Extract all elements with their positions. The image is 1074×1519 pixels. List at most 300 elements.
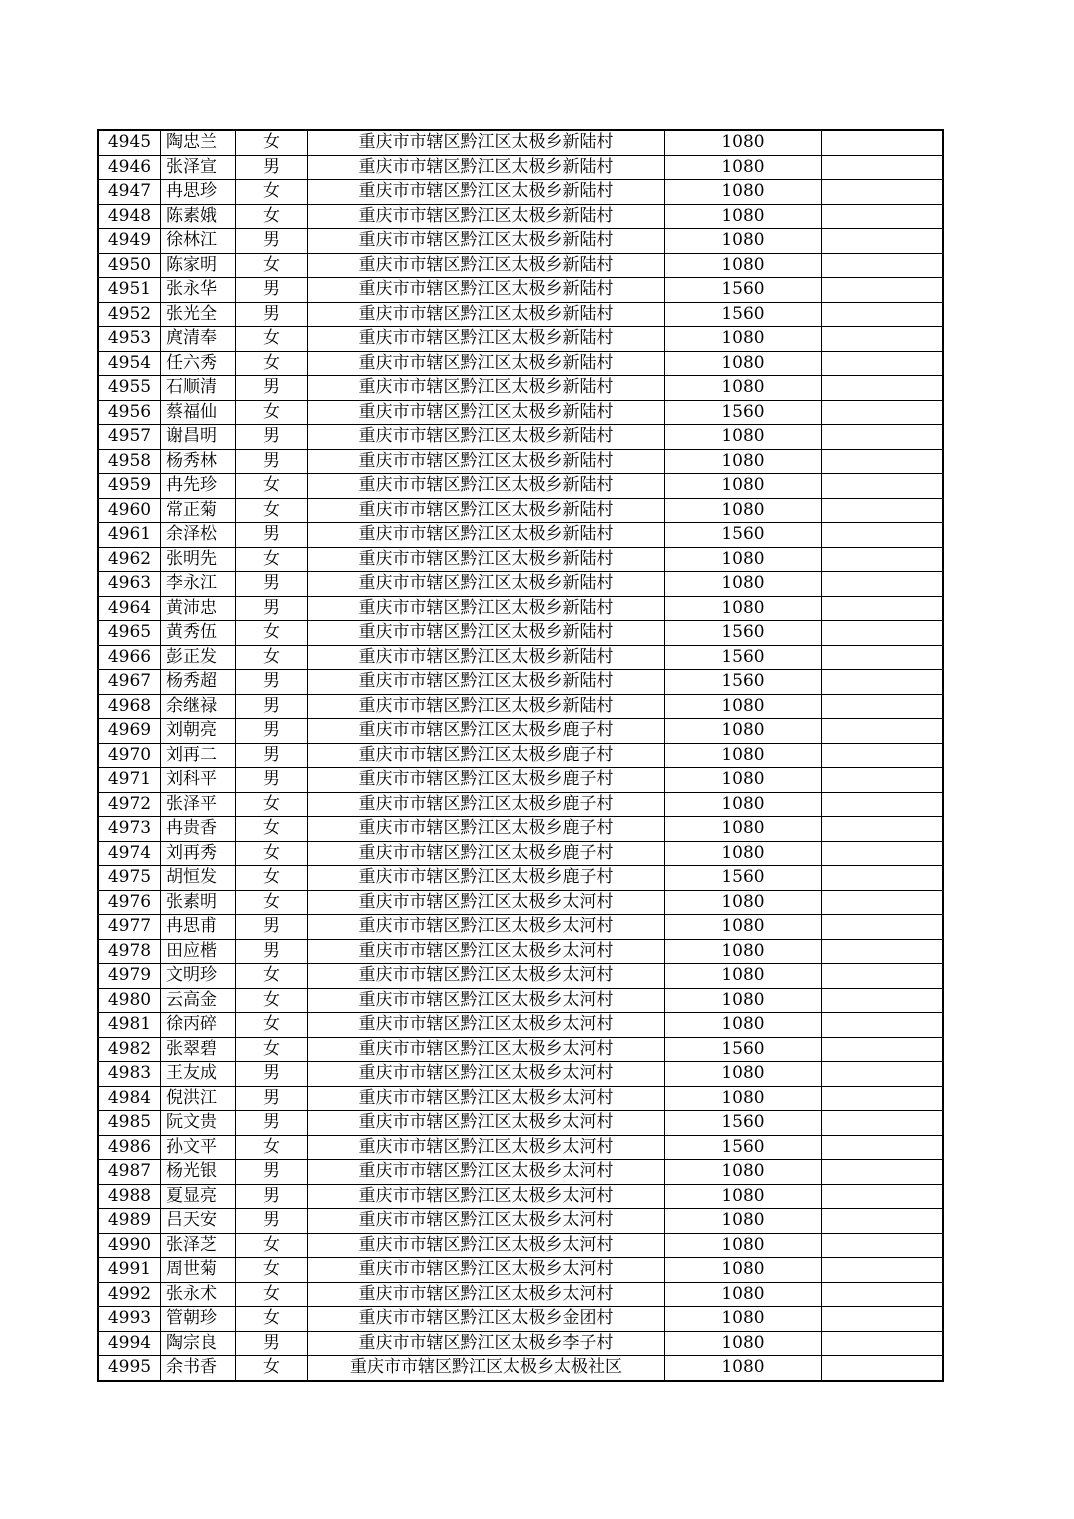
cell-note (822, 743, 944, 768)
table-row (98, 523, 943, 548)
cell-number: 4959 (98, 474, 161, 499)
table-row (98, 988, 943, 1013)
cell-number: 4983 (98, 1062, 161, 1087)
cell-address: 重庆市市辖区黔江区太极乡太河村 (308, 1037, 665, 1062)
cell-name: 阮文贵 (161, 1111, 236, 1136)
table-row (98, 866, 943, 891)
cell-gender: 女 (236, 1037, 308, 1062)
cell-name: 石顺清 (161, 376, 236, 401)
cell-gender: 男 (236, 278, 308, 303)
cell-amount: 1080 (665, 204, 822, 229)
cell-number: 4957 (98, 425, 161, 450)
cell-number: 4978 (98, 939, 161, 964)
cell-name: 刘朝亮 (161, 719, 236, 744)
cell-amount: 1080 (665, 596, 822, 621)
cell-gender: 女 (236, 498, 308, 523)
cell-gender: 男 (236, 572, 308, 597)
table-row (98, 155, 943, 180)
cell-gender: 男 (236, 939, 308, 964)
cell-note (822, 964, 944, 989)
cell-name: 夏显亮 (161, 1184, 236, 1209)
cell-number: 4991 (98, 1258, 161, 1283)
cell-note (822, 572, 944, 597)
table-row (98, 1062, 943, 1087)
cell-amount: 1080 (665, 694, 822, 719)
cell-number: 4974 (98, 841, 161, 866)
cell-note (822, 719, 944, 744)
cell-number: 4948 (98, 204, 161, 229)
cell-amount: 1080 (665, 841, 822, 866)
table-row (98, 425, 943, 450)
cell-note (822, 866, 944, 891)
cell-address: 重庆市市辖区黔江区太极乡太河村 (308, 1282, 665, 1307)
table-row (98, 645, 943, 670)
table-row (98, 939, 943, 964)
cell-number: 4988 (98, 1184, 161, 1209)
table-row (98, 841, 943, 866)
cell-amount: 1080 (665, 939, 822, 964)
cell-note (822, 890, 944, 915)
cell-amount: 1080 (665, 1013, 822, 1038)
cell-gender: 男 (236, 1331, 308, 1356)
table-row (98, 327, 943, 352)
cell-name: 云高金 (161, 988, 236, 1013)
cell-amount: 1080 (665, 817, 822, 842)
cell-gender: 男 (236, 302, 308, 327)
cell-address: 重庆市市辖区黔江区太极乡新陆村 (308, 449, 665, 474)
cell-number: 4976 (98, 890, 161, 915)
cell-name: 杨秀超 (161, 670, 236, 695)
cell-address: 重庆市市辖区黔江区太极乡新陆村 (308, 694, 665, 719)
cell-gender: 男 (236, 743, 308, 768)
cell-number: 4995 (98, 1356, 161, 1381)
table-row (98, 278, 943, 303)
cell-name: 蔡福仙 (161, 400, 236, 425)
cell-name: 余书香 (161, 1356, 236, 1381)
cell-amount: 1080 (665, 376, 822, 401)
cell-note (822, 229, 944, 254)
cell-note (822, 915, 944, 940)
cell-note (822, 768, 944, 793)
cell-amount: 1080 (665, 964, 822, 989)
cell-gender: 男 (236, 1160, 308, 1185)
cell-amount: 1080 (665, 1086, 822, 1111)
cell-name: 谢昌明 (161, 425, 236, 450)
cell-note (822, 180, 944, 205)
cell-name: 冉贵香 (161, 817, 236, 842)
cell-number: 4992 (98, 1282, 161, 1307)
cell-address: 重庆市市辖区黔江区太极乡太河村 (308, 1209, 665, 1234)
cell-address: 重庆市市辖区黔江区太极乡新陆村 (308, 523, 665, 548)
cell-number: 4989 (98, 1209, 161, 1234)
cell-address: 重庆市市辖区黔江区太极乡鹿子村 (308, 792, 665, 817)
cell-gender: 男 (236, 449, 308, 474)
cell-gender: 男 (236, 670, 308, 695)
cell-note (822, 1111, 944, 1136)
table-row (98, 1135, 943, 1160)
cell-amount: 1080 (665, 229, 822, 254)
cell-amount: 1560 (665, 1037, 822, 1062)
table-row (98, 1331, 943, 1356)
cell-amount: 1080 (665, 130, 822, 155)
table-row (98, 694, 943, 719)
cell-number: 4965 (98, 621, 161, 646)
cell-number: 4960 (98, 498, 161, 523)
table-row (98, 1282, 943, 1307)
table-row (98, 719, 943, 744)
cell-number: 4964 (98, 596, 161, 621)
table-row (98, 621, 943, 646)
cell-name: 吕天安 (161, 1209, 236, 1234)
cell-gender: 女 (236, 1233, 308, 1258)
cell-name: 张光全 (161, 302, 236, 327)
cell-note (822, 1331, 944, 1356)
cell-amount: 1560 (665, 523, 822, 548)
cell-gender: 女 (236, 1356, 308, 1381)
cell-amount: 1560 (665, 1135, 822, 1160)
table-row (98, 376, 943, 401)
cell-name: 徐林江 (161, 229, 236, 254)
cell-name: 文明珍 (161, 964, 236, 989)
cell-note (822, 474, 944, 499)
cell-amount: 1080 (665, 351, 822, 376)
cell-number: 4975 (98, 866, 161, 891)
cell-number: 4953 (98, 327, 161, 352)
cell-amount: 1560 (665, 866, 822, 891)
table-row (98, 890, 943, 915)
cell-gender: 女 (236, 1013, 308, 1038)
cell-number: 4985 (98, 1111, 161, 1136)
cell-address: 重庆市市辖区黔江区太极乡新陆村 (308, 376, 665, 401)
cell-number: 4994 (98, 1331, 161, 1356)
cell-address: 重庆市市辖区黔江区太极乡太河村 (308, 1135, 665, 1160)
cell-amount: 1560 (665, 670, 822, 695)
cell-name: 张永术 (161, 1282, 236, 1307)
cell-amount: 1080 (665, 768, 822, 793)
cell-gender: 女 (236, 351, 308, 376)
cell-name: 张明先 (161, 547, 236, 572)
cell-amount: 1080 (665, 792, 822, 817)
cell-gender: 女 (236, 204, 308, 229)
cell-note (822, 1062, 944, 1087)
table-row (98, 915, 943, 940)
cell-note (822, 1013, 944, 1038)
cell-address: 重庆市市辖区黔江区太极乡新陆村 (308, 204, 665, 229)
cell-amount: 1080 (665, 1184, 822, 1209)
cell-name: 冉先珍 (161, 474, 236, 499)
cell-address: 重庆市市辖区黔江区太极乡太河村 (308, 1111, 665, 1136)
table-row (98, 253, 943, 278)
table-row (98, 498, 943, 523)
cell-address: 重庆市市辖区黔江区太极乡新陆村 (308, 351, 665, 376)
cell-name: 黄沛忠 (161, 596, 236, 621)
cell-amount: 1080 (665, 253, 822, 278)
cell-gender: 男 (236, 596, 308, 621)
cell-amount: 1080 (665, 1282, 822, 1307)
cell-gender: 男 (236, 1062, 308, 1087)
cell-note (822, 327, 944, 352)
cell-address: 重庆市市辖区黔江区太极乡太河村 (308, 1233, 665, 1258)
cell-address: 重庆市市辖区黔江区太极乡太河村 (308, 890, 665, 915)
cell-note (822, 1037, 944, 1062)
cell-address: 重庆市市辖区黔江区太极乡新陆村 (308, 130, 665, 155)
cell-name: 余继禄 (161, 694, 236, 719)
cell-note (822, 204, 944, 229)
cell-name: 田应楷 (161, 939, 236, 964)
cell-amount: 1560 (665, 1111, 822, 1136)
cell-address: 重庆市市辖区黔江区太极乡太河村 (308, 964, 665, 989)
cell-name: 刘再二 (161, 743, 236, 768)
cell-amount: 1080 (665, 155, 822, 180)
cell-name: 周世菊 (161, 1258, 236, 1283)
cell-number: 4966 (98, 645, 161, 670)
cell-note (822, 351, 944, 376)
cell-note (822, 1307, 944, 1332)
cell-note (822, 253, 944, 278)
cell-address: 重庆市市辖区黔江区太极乡鹿子村 (308, 743, 665, 768)
cell-gender: 女 (236, 866, 308, 891)
cell-number: 4973 (98, 817, 161, 842)
cell-note (822, 449, 944, 474)
cell-address: 重庆市市辖区黔江区太极乡新陆村 (308, 400, 665, 425)
cell-name: 陈素娥 (161, 204, 236, 229)
table-row (98, 596, 943, 621)
cell-note (822, 1135, 944, 1160)
cell-number: 4951 (98, 278, 161, 303)
cell-amount: 1080 (665, 719, 822, 744)
cell-name: 刘再秀 (161, 841, 236, 866)
table-row (98, 351, 943, 376)
cell-address: 重庆市市辖区黔江区太极乡新陆村 (308, 180, 665, 205)
cell-gender: 男 (236, 1086, 308, 1111)
cell-note (822, 1086, 944, 1111)
cell-number: 4958 (98, 449, 161, 474)
cell-note (822, 1258, 944, 1283)
cell-name: 张素明 (161, 890, 236, 915)
table-row (98, 1233, 943, 1258)
cell-note (822, 621, 944, 646)
cell-address: 重庆市市辖区黔江区太极乡鹿子村 (308, 866, 665, 891)
cell-number: 4986 (98, 1135, 161, 1160)
cell-name: 冉思珍 (161, 180, 236, 205)
cell-name: 王友成 (161, 1062, 236, 1087)
cell-gender: 男 (236, 1184, 308, 1209)
cell-gender: 女 (236, 130, 308, 155)
cell-amount: 1560 (665, 400, 822, 425)
table-row (98, 449, 943, 474)
cell-note (822, 130, 944, 155)
cell-name: 杨光银 (161, 1160, 236, 1185)
cell-note (822, 939, 944, 964)
cell-address: 重庆市市辖区黔江区太极乡鹿子村 (308, 817, 665, 842)
table-row (98, 1307, 943, 1332)
cell-note (822, 1356, 944, 1381)
table-row (98, 1209, 943, 1234)
cell-address: 重庆市市辖区黔江区太极乡新陆村 (308, 596, 665, 621)
cell-note (822, 523, 944, 548)
cell-address: 重庆市市辖区黔江区太极乡新陆村 (308, 155, 665, 180)
cell-amount: 1080 (665, 449, 822, 474)
cell-address: 重庆市市辖区黔江区太极乡新陆村 (308, 498, 665, 523)
cell-name: 刘科平 (161, 768, 236, 793)
cell-number: 4970 (98, 743, 161, 768)
cell-address: 重庆市市辖区黔江区太极乡鹿子村 (308, 719, 665, 744)
cell-address: 重庆市市辖区黔江区太极乡新陆村 (308, 278, 665, 303)
table-row (98, 768, 943, 793)
cell-address: 重庆市市辖区黔江区太极乡金团村 (308, 1307, 665, 1332)
cell-note (822, 817, 944, 842)
cell-note (822, 278, 944, 303)
table-row (98, 572, 943, 597)
cell-number: 4950 (98, 253, 161, 278)
cell-amount: 1080 (665, 474, 822, 499)
table-row (98, 743, 943, 768)
cell-amount: 1080 (665, 1160, 822, 1185)
cell-name: 陶忠兰 (161, 130, 236, 155)
cell-address: 重庆市市辖区黔江区太极乡太河村 (308, 1258, 665, 1283)
cell-address: 重庆市市辖区黔江区太极乡新陆村 (308, 645, 665, 670)
cell-amount: 1080 (665, 572, 822, 597)
cell-gender: 女 (236, 890, 308, 915)
cell-amount: 1560 (665, 645, 822, 670)
table-row (98, 180, 943, 205)
cell-number: 4981 (98, 1013, 161, 1038)
cell-amount: 1080 (665, 425, 822, 450)
cell-amount: 1080 (665, 1331, 822, 1356)
table-row (98, 1086, 943, 1111)
table-row (98, 1013, 943, 1038)
cell-number: 4945 (98, 130, 161, 155)
cell-gender: 女 (236, 1282, 308, 1307)
cell-name: 任六秀 (161, 351, 236, 376)
cell-name: 张泽宣 (161, 155, 236, 180)
cell-gender: 女 (236, 841, 308, 866)
cell-address: 重庆市市辖区黔江区太极乡新陆村 (308, 670, 665, 695)
cell-amount: 1080 (665, 1062, 822, 1087)
cell-gender: 女 (236, 1135, 308, 1160)
cell-name: 常正菊 (161, 498, 236, 523)
cell-gender: 男 (236, 1111, 308, 1136)
table-row (98, 1258, 943, 1283)
cell-amount: 1080 (665, 1356, 822, 1381)
cell-amount: 1080 (665, 547, 822, 572)
cell-number: 4961 (98, 523, 161, 548)
cell-name: 陶宗良 (161, 1331, 236, 1356)
cell-gender: 女 (236, 1307, 308, 1332)
cell-number: 4946 (98, 155, 161, 180)
cell-address: 重庆市市辖区黔江区太极乡新陆村 (308, 253, 665, 278)
cell-gender: 男 (236, 425, 308, 450)
cell-name: 张永华 (161, 278, 236, 303)
table-body (98, 130, 943, 1381)
cell-note (822, 792, 944, 817)
cell-number: 4956 (98, 400, 161, 425)
table-row (98, 670, 943, 695)
table-row (98, 964, 943, 989)
cell-amount: 1560 (665, 621, 822, 646)
cell-number: 4963 (98, 572, 161, 597)
cell-address: 重庆市市辖区黔江区太极乡新陆村 (308, 425, 665, 450)
cell-address: 重庆市市辖区黔江区太极乡鹿子村 (308, 841, 665, 866)
cell-gender: 男 (236, 768, 308, 793)
table-row (98, 547, 943, 572)
table-row (98, 1111, 943, 1136)
cell-amount: 1560 (665, 302, 822, 327)
cell-number: 4982 (98, 1037, 161, 1062)
table-row (98, 229, 943, 254)
table-row (98, 792, 943, 817)
cell-amount: 1080 (665, 498, 822, 523)
cell-number: 4955 (98, 376, 161, 401)
cell-name: 张翠碧 (161, 1037, 236, 1062)
cell-address: 重庆市市辖区黔江区太极乡新陆村 (308, 229, 665, 254)
cell-number: 4979 (98, 964, 161, 989)
cell-address: 重庆市市辖区黔江区太极乡太河村 (308, 915, 665, 940)
table-row (98, 1356, 943, 1381)
cell-amount: 1080 (665, 1209, 822, 1234)
cell-name: 管朝珍 (161, 1307, 236, 1332)
cell-amount: 1560 (665, 278, 822, 303)
table-row (98, 1160, 943, 1185)
cell-note (822, 841, 944, 866)
cell-note (822, 670, 944, 695)
cell-amount: 1080 (665, 890, 822, 915)
cell-name: 胡恒发 (161, 866, 236, 891)
cell-address: 重庆市市辖区黔江区太极乡太河村 (308, 1184, 665, 1209)
cell-address: 重庆市市辖区黔江区太极乡新陆村 (308, 327, 665, 352)
cell-gender: 女 (236, 547, 308, 572)
cell-address: 重庆市市辖区黔江区太极乡太河村 (308, 1062, 665, 1087)
cell-gender: 男 (236, 155, 308, 180)
cell-name: 陈家明 (161, 253, 236, 278)
cell-name: 冉思甫 (161, 915, 236, 940)
cell-address: 重庆市市辖区黔江区太极乡李子村 (308, 1331, 665, 1356)
cell-number: 4971 (98, 768, 161, 793)
cell-number: 4990 (98, 1233, 161, 1258)
cell-note (822, 596, 944, 621)
cell-number: 4984 (98, 1086, 161, 1111)
cell-number: 4993 (98, 1307, 161, 1332)
cell-name: 张泽芝 (161, 1233, 236, 1258)
cell-amount: 1080 (665, 743, 822, 768)
cell-name: 倪洪江 (161, 1086, 236, 1111)
cell-gender: 男 (236, 694, 308, 719)
table-row (98, 1037, 943, 1062)
cell-number: 4969 (98, 719, 161, 744)
cell-note (822, 1184, 944, 1209)
cell-name: 杨秀林 (161, 449, 236, 474)
cell-note (822, 1160, 944, 1185)
cell-note (822, 1209, 944, 1234)
cell-note (822, 645, 944, 670)
table-row (98, 1184, 943, 1209)
cell-gender: 女 (236, 621, 308, 646)
cell-gender: 男 (236, 523, 308, 548)
cell-number: 4952 (98, 302, 161, 327)
cell-name: 余泽松 (161, 523, 236, 548)
cell-note (822, 547, 944, 572)
cell-address: 重庆市市辖区黔江区太极乡太河村 (308, 1086, 665, 1111)
cell-note (822, 988, 944, 1013)
cell-number: 4968 (98, 694, 161, 719)
cell-gender: 女 (236, 253, 308, 278)
cell-gender: 男 (236, 719, 308, 744)
cell-note (822, 155, 944, 180)
cell-address: 重庆市市辖区黔江区太极乡新陆村 (308, 621, 665, 646)
cell-amount: 1080 (665, 1258, 822, 1283)
cell-number: 4962 (98, 547, 161, 572)
data-table (97, 129, 944, 1382)
